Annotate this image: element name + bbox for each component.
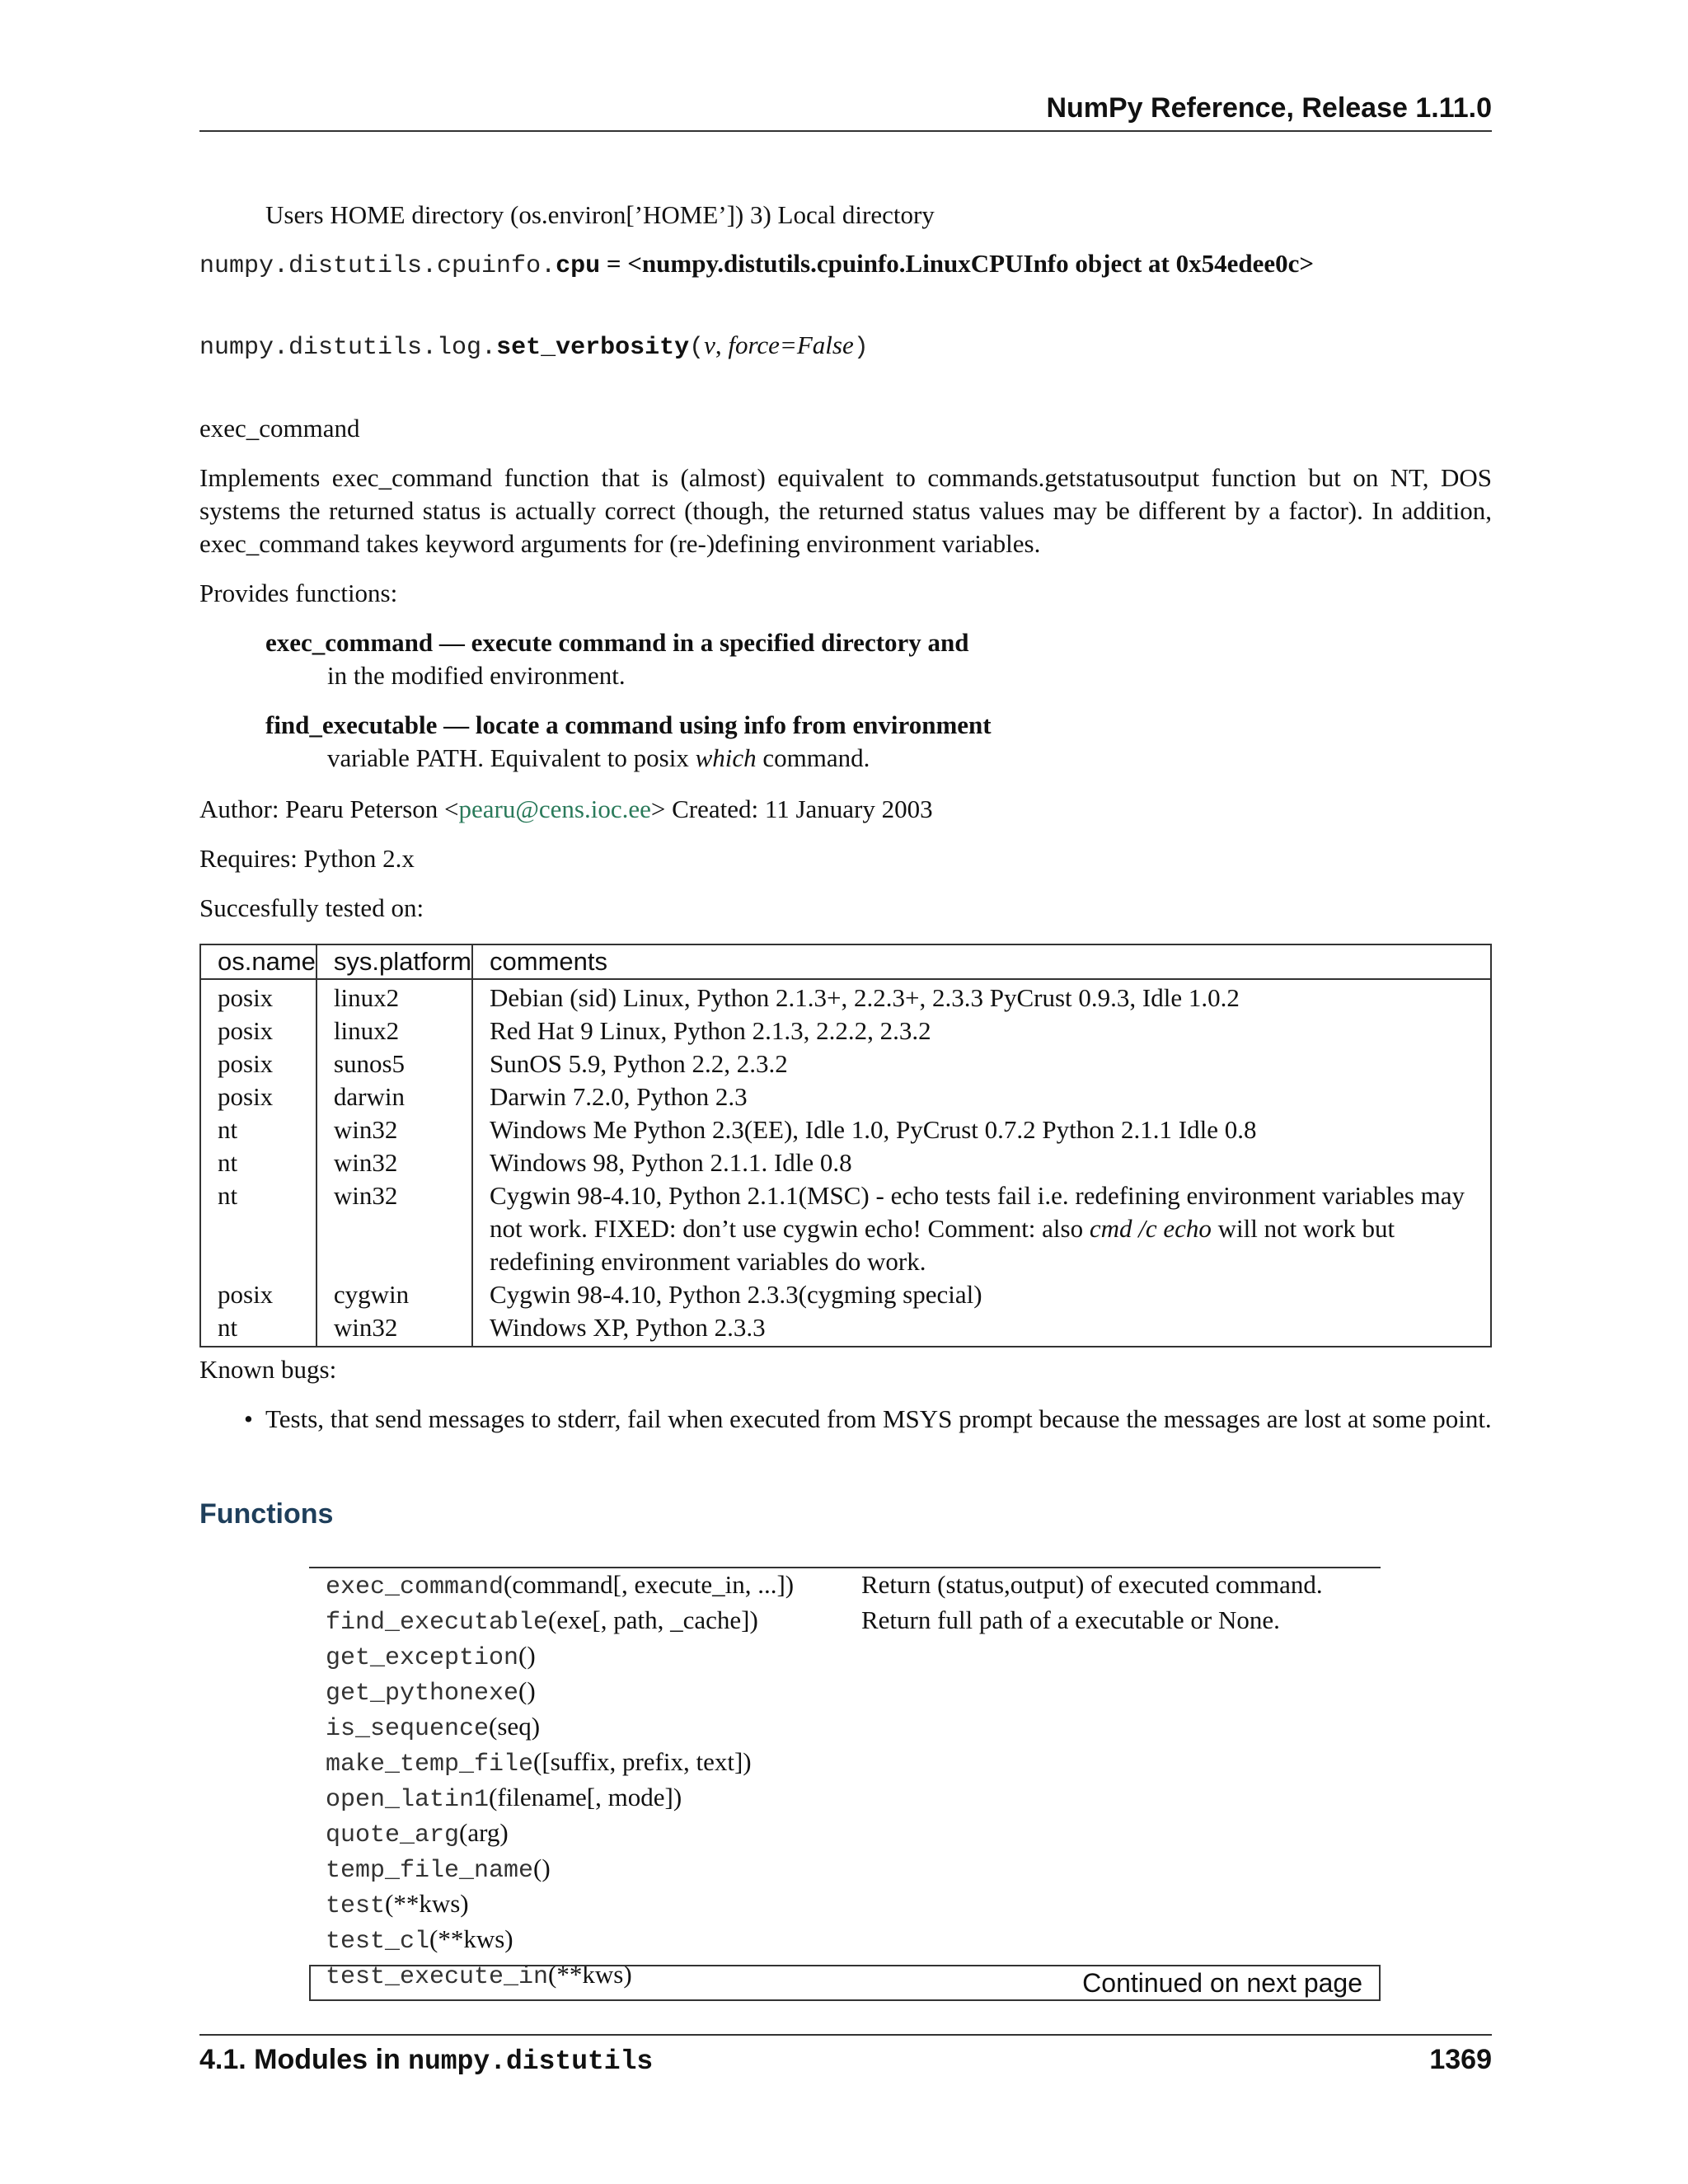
cpu-module-prefix: numpy.distutils.cpuinfo.: [199, 252, 556, 280]
lead-line: Users HOME directory (os.environ[’HOME’]) 3) Local directory: [265, 200, 935, 229]
arg-separator: ,: [715, 330, 729, 359]
function-link[interactable]: is_sequence: [326, 1715, 490, 1743]
module-name: exec_command: [199, 414, 360, 443]
cpu-attribute-value: = <numpy.distutils.cpuinfo.LinuxCPUInfo object at 0x54edee0c>: [600, 249, 1315, 278]
cygwin-comment-cell: Cygwin 98-4.10, Python 2.1.1(MSC) - echo tests fail i.e. redefining environment variables may not work. FIXED: don’t use cygwin echo! Comment: also cmd /c echo will not work but redefining environment variables do work.: [490, 1181, 1465, 1276]
column-header-sys-platform: sys.platform: [316, 944, 472, 979]
set-verbosity-signature: [199, 329, 869, 364]
table-row: posix darwin Darwin 7.2.0, Python 2.3: [200, 1080, 1491, 1113]
function-link[interactable]: temp_file_name: [326, 1857, 534, 1885]
requires-line: Requires: Python 2.x: [199, 844, 415, 873]
arg-v: v: [704, 330, 715, 359]
open-paren: (: [689, 334, 705, 362]
table-row: nt win32 Cygwin 98-4.10, Python 2.1.1(MSC) - echo tests fail i.e. redefining environment variables may not work. FIXED: don’t use cygwin echo! Comment: also cmd /c echo will not work but redefining environment variables do work.: [200, 1179, 1491, 1278]
table-row: nt win32 Windows 98, Python 2.1.1. Idle 0.8: [200, 1146, 1491, 1179]
module-description: Implements exec_command function that is (almost) equivalent to commands.getstatusoutput function but on NT, DOS systems the returned status is actually correct (though, the returned status values may be different by a factor). In addition, exec_command takes keyword arguments for (re-)defining environment variables.: [199, 463, 1492, 558]
function-link[interactable]: make_temp_file: [326, 1750, 534, 1779]
provides-label: Provides functions:: [199, 579, 398, 607]
table-row: get_pythonexe(): [326, 1676, 536, 1708]
functions-heading: Functions: [199, 1498, 334, 1530]
function-link[interactable]: open_latin1: [326, 1786, 490, 1814]
footer-section-title: 4.1. Modules in numpy.distutils: [199, 2044, 654, 2077]
table-row: test_cl(**kws): [326, 1924, 513, 1956]
set-verbosity-name: set_verbosity: [496, 334, 690, 362]
log-module-prefix: numpy.distutils.log.: [199, 334, 497, 362]
table-row: temp_file_name(): [326, 1854, 551, 1885]
table-row: quote_arg(arg): [326, 1818, 509, 1849]
provides-term: find_executable — locate a command using info from environment: [265, 710, 992, 739]
close-paren: ): [853, 334, 869, 362]
table-row: exec_command(command[, execute_in, ...]) Return (status,output) of executed command.: [326, 1570, 1323, 1601]
provides-item-exec-command: [265, 626, 969, 692]
table-row: posix linux2 Debian (sid) Linux, Python 2.1.3+, 2.2.3+, 2.3.3 PyCrust 0.9.3, Idle 1.0.2: [200, 979, 1491, 1015]
cpu-attribute-signature: [199, 247, 1314, 283]
continued-on-next-page: Continued on next page: [309, 1965, 1381, 2001]
table-header-row: [200, 944, 1491, 979]
running-header: NumPy Reference, Release 1.11.0: [1046, 92, 1492, 124]
function-link[interactable]: exec_command: [326, 1573, 504, 1601]
table-row: get_exception(): [326, 1641, 536, 1672]
function-link[interactable]: get_exception: [326, 1644, 519, 1672]
author-line: Author: Pearu Peterson <pearu@cens.ioc.ee> Created: 11 January 2003: [199, 794, 933, 823]
table-row: test(**kws): [326, 1889, 469, 1920]
table-row: posix sunos5 SunOS 5.9, Python 2.2, 2.3.2: [200, 1047, 1491, 1080]
functions-table: [309, 1568, 1381, 1994]
arg-force: force=False: [728, 330, 854, 359]
tested-label: Succesfully tested on:: [199, 893, 424, 922]
table-row: make_temp_file([suffix, prefix, text]): [326, 1747, 752, 1779]
function-link[interactable]: test_cl: [326, 1928, 430, 1956]
author-email-link[interactable]: pearu@cens.ioc.ee: [458, 794, 651, 823]
bullet-icon: •: [244, 1404, 253, 1433]
provides-item-find-executable: [265, 709, 992, 775]
known-bugs-label: Known bugs:: [199, 1355, 337, 1384]
table-row: nt win32 Windows XP, Python 2.3.3: [200, 1311, 1491, 1347]
function-link[interactable]: get_pythonexe: [326, 1680, 519, 1708]
cpu-attribute-name: cpu: [556, 252, 601, 280]
table-row: open_latin1(filename[, mode]): [326, 1783, 682, 1814]
table-row: nt win32 Windows Me Python 2.3(EE), Idle 1.0, PyCrust 0.7.2 Python 2.1.1 Idle 0.8: [200, 1113, 1491, 1146]
column-header-os-name: os.name: [200, 944, 316, 979]
table-row: posix linux2 Red Hat 9 Linux, Python 2.1.3, 2.2.2, 2.3.2: [200, 1015, 1491, 1047]
column-header-comments: comments: [472, 944, 1491, 979]
provides-definition: variable PATH. Equivalent to posix which command.: [327, 743, 870, 772]
known-bug-item: Tests, that send messages to stderr, fail when executed from MSYS prompt because the messages are lost at some point.: [265, 1404, 1492, 1433]
provides-term: exec_command — execute command in a specified directory and: [265, 628, 969, 657]
footer-rule: [199, 2034, 1492, 2036]
table-row: posix cygwin Cygwin 98-4.10, Python 2.3.3(cygming special): [200, 1278, 1491, 1311]
function-link[interactable]: test_execute_in: [326, 1963, 549, 1991]
table-row: is_sequence(seq): [326, 1712, 541, 1743]
function-link[interactable]: quote_arg: [326, 1821, 460, 1849]
page-number: 1369: [1429, 2044, 1492, 2075]
function-link[interactable]: find_executable: [326, 1609, 549, 1637]
table-row: test_execute_in(**kws): [326, 1960, 632, 1991]
table-row: find_executable(exe[, path, _cache]) Return full path of a executable or None.: [326, 1605, 1280, 1637]
tested-platforms-table: [199, 944, 1492, 1347]
provides-definition: in the modified environment.: [327, 661, 626, 690]
function-link[interactable]: test: [326, 1892, 386, 1920]
header-rule: [199, 130, 1492, 132]
